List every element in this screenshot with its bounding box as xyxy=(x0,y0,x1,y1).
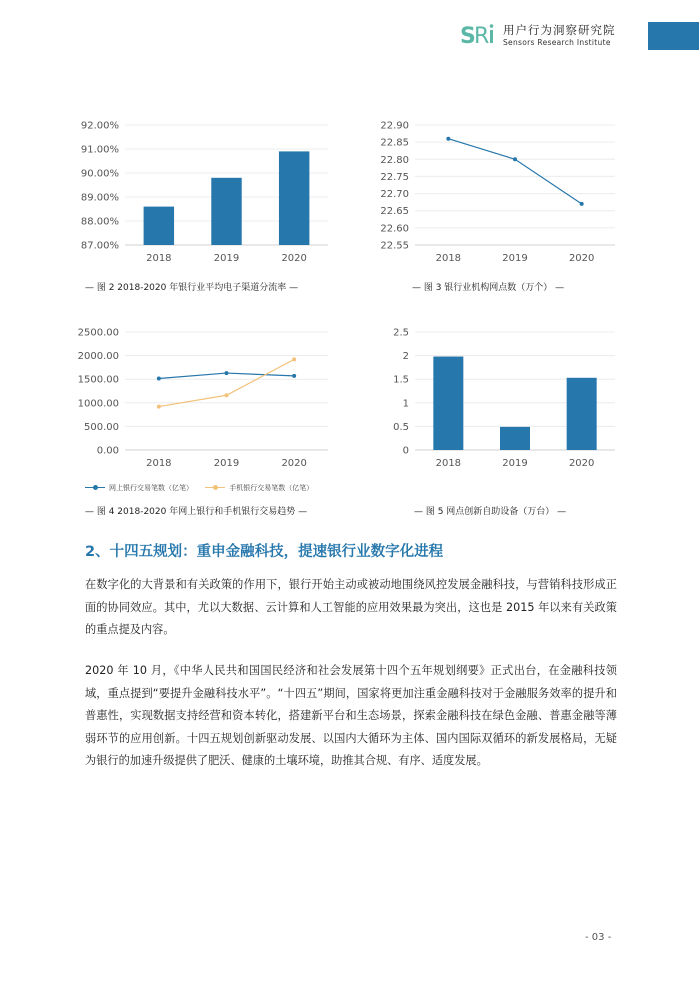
data-point xyxy=(225,393,229,397)
bar xyxy=(279,151,309,245)
body-paragraph: 在数字化的大背景和有关政策的作用下，银行开始主动或被动地围绕风控发展金融科技，与营销科技形成正面的协同效应。其中，尤以大数据、云计算和人工智能的应用效果最为突出，这也是 2015 年以来有关政策的重点提及内容。 xyxy=(85,578,617,636)
y-tick-label: 2 xyxy=(402,351,409,363)
figure-3-caption: — 图 3 银行业机构网点数（万个） — xyxy=(412,283,565,293)
y-tick-label: 22.90 xyxy=(380,120,409,132)
legend-label: 网上银行交易笔数（亿笔） xyxy=(109,483,193,492)
y-tick-label: 89.00% xyxy=(80,192,119,204)
figure-2-caption: — 图 2 2018-2020 年银行业平均电子渠道分流率 — xyxy=(85,283,299,293)
data-point xyxy=(292,374,296,378)
bar xyxy=(433,357,463,450)
x-tick-label: 2018 xyxy=(146,458,172,469)
y-tick-label: 22.70 xyxy=(380,189,409,201)
y-tick-label: 88.00% xyxy=(80,216,119,228)
bar xyxy=(500,427,530,450)
brand-accent-bar xyxy=(648,22,699,50)
brand-name-cn: 用户行为洞察研究院 xyxy=(503,23,616,37)
chart-svg xyxy=(370,115,630,275)
legend-label: 手机银行交易笔数（亿笔） xyxy=(229,483,314,492)
data-point xyxy=(580,202,584,206)
legend-item-mobile-banking xyxy=(205,483,313,493)
page-header xyxy=(0,0,699,60)
data-point xyxy=(157,376,161,380)
svg-text:R: R xyxy=(474,24,490,48)
y-tick-label: 0 xyxy=(402,445,409,457)
y-tick-label: 22.55 xyxy=(380,240,409,252)
chart-svg xyxy=(70,115,340,275)
y-tick-label: 22.60 xyxy=(380,223,409,235)
data-point xyxy=(157,405,161,409)
y-tick-label: 2.5 xyxy=(393,327,409,339)
chart-svg xyxy=(370,322,630,477)
data-point xyxy=(225,371,229,375)
x-tick-label: 2020 xyxy=(568,253,595,264)
y-tick-label: 2000.00 xyxy=(77,351,119,363)
y-tick-label: 22.75 xyxy=(380,171,409,183)
chart-branch-count xyxy=(370,115,630,275)
data-point xyxy=(446,137,450,141)
section-title: 2、十四五规划：重申金融科技，提速银行业数字化进程 xyxy=(85,544,444,560)
x-tick-label: 2019 xyxy=(502,458,528,469)
y-tick-label: 22.80 xyxy=(380,154,409,166)
data-point xyxy=(292,357,296,361)
x-tick-label: 2020 xyxy=(281,458,307,469)
page-number: - 03 - xyxy=(585,932,612,943)
legend-item-online-banking xyxy=(85,483,193,493)
y-tick-label: 500.00 xyxy=(84,421,119,433)
series-line xyxy=(448,139,581,204)
chart-self-service-devices xyxy=(370,322,630,477)
brand-name-en: Sensors Research Institute xyxy=(503,38,611,47)
chart-transaction-trend xyxy=(70,322,340,477)
bar xyxy=(144,207,174,245)
y-tick-label: 91.00% xyxy=(80,144,119,156)
x-tick-label: 2019 xyxy=(502,253,528,264)
y-tick-label: 2500.00 xyxy=(77,327,119,339)
chart-svg xyxy=(70,322,340,477)
bar xyxy=(211,178,241,245)
figure-5-caption: — 图 5 网点创新自助设备（万台） — xyxy=(414,507,567,517)
y-tick-label: 1 xyxy=(402,398,409,410)
body-paragraph: 2020 年 10 月，《中华人民共和国国民经济和社会发展第十四个五年规划纲要》正式出台，在金融科技领域，重点提到“要提升金融科技水平”。“十四五”期间，国家将更加注重金融科技对于金融服务效率的提升和普惠性，实现数据支持经营和资本转化，搭建新平台和生态场景，探索金融科技在绿色金融、普惠金融等薄弱环节的应用创新。十四五规划创新驱动发展、以国内大循环为主体、国内国际双循环的新发展格局，无疑为银行的加速升级提供了肥沃、健康的土壤环境，助推其合规、有序、适度发展。 xyxy=(85,664,617,767)
y-tick-label: 0.5 xyxy=(393,421,409,433)
x-tick-label: 2018 xyxy=(435,253,462,264)
x-tick-label: 2018 xyxy=(435,458,462,469)
series-line xyxy=(159,359,294,406)
y-tick-label: 22.85 xyxy=(380,137,409,149)
svg-text:S: S xyxy=(460,24,475,48)
bar xyxy=(567,378,597,450)
chart-e-channel-rate xyxy=(70,115,340,275)
x-tick-label: 2019 xyxy=(213,253,240,264)
x-tick-label: 2018 xyxy=(146,253,172,264)
y-tick-label: 1500.00 xyxy=(77,374,119,386)
x-tick-label: 2020 xyxy=(568,458,595,469)
y-tick-label: 92.00% xyxy=(80,120,119,132)
x-tick-label: 2020 xyxy=(281,253,307,264)
y-tick-label: 1.5 xyxy=(393,374,409,386)
y-tick-label: 22.65 xyxy=(380,206,409,218)
y-tick-label: 1000.00 xyxy=(77,398,119,410)
x-tick-label: 2019 xyxy=(213,458,240,469)
data-point xyxy=(513,157,517,161)
figure-4-caption: — 图 4 2018-2020 年网上银行和手机银行交易趋势 — xyxy=(85,507,308,517)
chart-legend xyxy=(85,482,323,493)
y-tick-label: 0.00 xyxy=(96,445,119,457)
y-tick-label: 87.00% xyxy=(80,240,119,252)
sri-logo-icon xyxy=(460,22,496,48)
y-tick-label: 90.00% xyxy=(80,168,119,180)
